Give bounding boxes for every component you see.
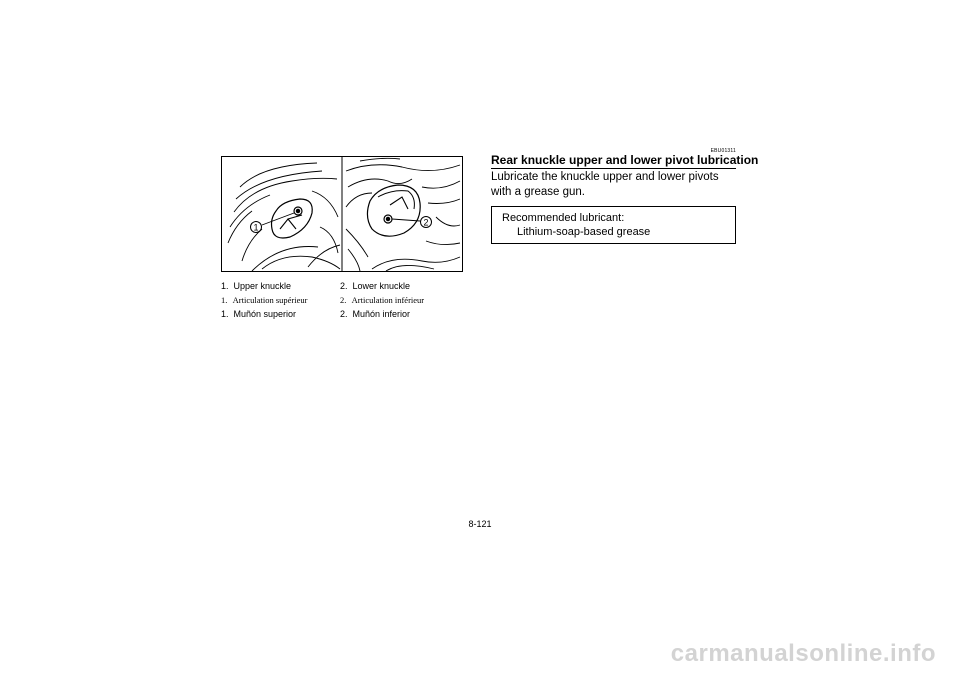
callout-1: 1 xyxy=(253,222,259,233)
caption-upper-knuckle-en: 1. Upper knuckle xyxy=(221,281,292,291)
watermark: carmanualsonline.info xyxy=(670,640,936,667)
recommended-lubricant-box xyxy=(491,206,736,244)
upper-knuckle-view xyxy=(228,163,340,271)
lower-knuckle-view xyxy=(346,158,460,271)
title-underline xyxy=(491,168,736,169)
caption-row-english xyxy=(221,279,471,293)
section-title: Rear knuckle upper and lower pivot lubrication xyxy=(491,153,759,167)
section-body: Lubricate the knuckle upper and lower pivots with a grease gun. xyxy=(491,171,719,198)
caption-lower-knuckle-fr: 2. Articulation inférieur xyxy=(340,295,425,305)
caption-row-french xyxy=(221,293,471,307)
section-code: EBU01311 xyxy=(710,148,736,154)
lubricant-label: Recommended lubricant: xyxy=(502,212,625,224)
figure-captions xyxy=(221,279,471,321)
caption-lower-knuckle-en: 2. Lower knuckle xyxy=(340,281,411,291)
caption-row-spanish xyxy=(221,307,471,321)
knuckle-illustration xyxy=(221,156,463,272)
caption-upper-knuckle-fr: 1. Articulation supérieur xyxy=(221,295,308,305)
caption-upper-knuckle-es: 1. Muñón superior xyxy=(221,309,297,319)
lubricant-value: Lithium-soap-based grease xyxy=(517,226,651,238)
caption-lower-knuckle-es: 2. Muñón inferior xyxy=(340,309,411,319)
callout-2: 2 xyxy=(423,217,429,228)
page-number: 8-121 xyxy=(468,519,492,529)
knuckle-drawing xyxy=(222,157,462,271)
